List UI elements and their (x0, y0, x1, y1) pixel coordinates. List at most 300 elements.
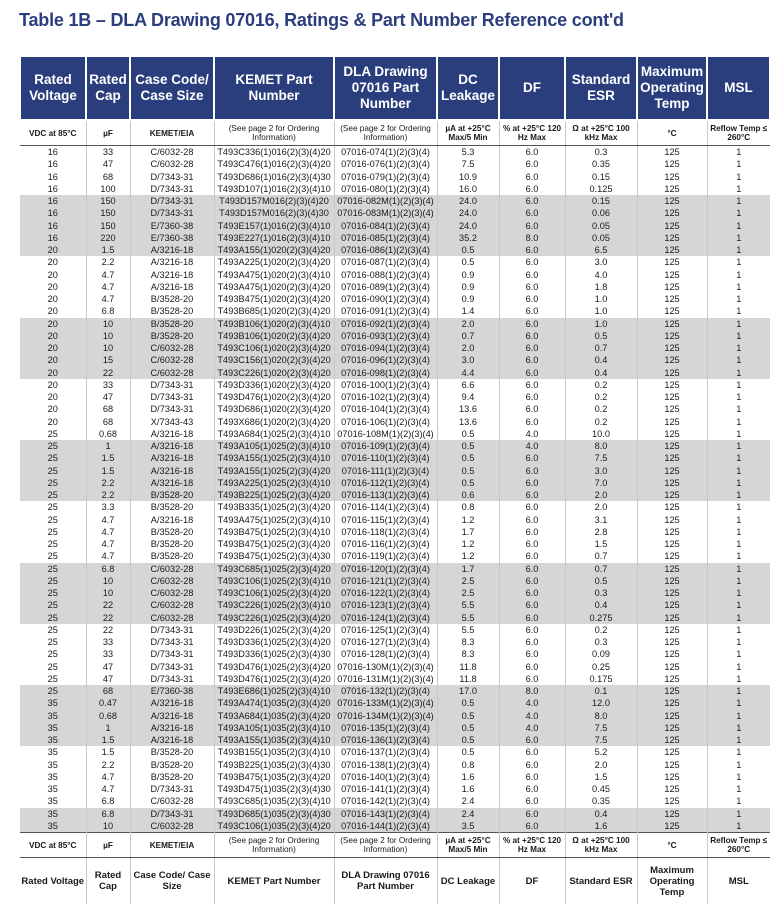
table-cell: D/7343-31 (130, 183, 214, 195)
table-cell: T493D336(1)025(2)(3)(4)20 (214, 636, 334, 648)
table-cell: 3.0 (437, 354, 499, 366)
table-cell: 1 (707, 330, 770, 342)
table-cell: 125 (637, 207, 707, 219)
table-cell: 5.5 (437, 624, 499, 636)
table-cell: 16 (47, 171, 58, 182)
table-cell: 6.8 (86, 563, 130, 575)
table-cell: 33 (86, 379, 130, 391)
table-cell: D/7343-31 (130, 636, 214, 648)
table-cell: 1.5 (86, 244, 130, 256)
table-cell: 35 (20, 697, 86, 709)
table-cell: 24.0 (437, 195, 499, 207)
table-cell: 33 (86, 636, 130, 648)
table-cell: T493D226(1)025(2)(3)(4)20 (214, 624, 334, 636)
table-row (20, 514, 770, 526)
table-cell: 0.5 (565, 330, 637, 342)
table-row (20, 563, 770, 575)
table-cell: 07016-114(1)(2)(3)(4) (334, 501, 437, 513)
table-cell: A/3216-18 (130, 734, 214, 746)
table-cell: T493C156(1)020(2)(3)(4)20 (214, 354, 334, 366)
table-cell: T493A684(1)035(2)(3)(4)20 (214, 710, 334, 722)
table-cell: 125 (637, 403, 707, 415)
table-cell: D/7343-31 (130, 648, 214, 660)
table-cell: 1 (707, 318, 770, 330)
table-cell: 1 (86, 722, 130, 734)
unit-cell: VDC at 85°C (20, 833, 86, 858)
table-cell: 0.68 (86, 710, 130, 722)
table-cell: A/3216-18 (130, 710, 214, 722)
table-cell: 25 (20, 477, 86, 489)
table-cell: T493E686(1)025(2)(3)(4)10 (214, 685, 334, 697)
table-cell: 24.0 (437, 207, 499, 219)
table-row (20, 685, 770, 697)
table-cell: T493X686(1)020(2)(3)(4)20 (214, 416, 334, 428)
table-cell: 07016-119(1)(2)(3)(4) (334, 550, 437, 562)
table-cell: 1.5 (86, 734, 130, 746)
table-cell: 10.9 (437, 171, 499, 183)
table-row (20, 477, 770, 489)
table-cell: 125 (637, 281, 707, 293)
table-cell: 1 (707, 428, 770, 440)
table-cell: T493C106(1)025(2)(3)(4)10 (214, 575, 334, 587)
table-cell: 125 (637, 771, 707, 783)
table-cell: 2.2 (86, 256, 130, 268)
table-cell: 07016-123(1)(2)(3)(4) (334, 599, 437, 611)
table-cell: 25 (47, 539, 58, 550)
table-cell: 125 (637, 195, 707, 207)
table-cell: 6.0 (499, 771, 565, 783)
table-cell: 35 (20, 710, 86, 722)
table-cell: 6.0 (499, 379, 565, 391)
unit-cell: °C (637, 833, 707, 858)
table-cell: 07016-143(1)(2)(3)(4) (334, 808, 437, 820)
table-cell: 125 (637, 489, 707, 501)
table-cell: 6.0 (499, 158, 565, 170)
table-cell: 125 (637, 697, 707, 709)
table-cell: T493A225(1)025(2)(3)(4)10 (214, 477, 334, 489)
table-cell: 125 (637, 636, 707, 648)
table-cell: 0.4 (565, 808, 637, 820)
table-cell: 125 (637, 269, 707, 281)
unit-cell: % at +25°C 120 Hz Max (499, 120, 565, 146)
table-cell: 1.0 (565, 318, 637, 330)
units-row (20, 120, 770, 146)
table-cell: 07016-118(1)(2)(3)(4) (334, 526, 437, 538)
table-cell: 68 (86, 403, 130, 415)
table-cell: 47 (86, 158, 130, 170)
table-cell: 1 (707, 477, 770, 489)
table-cell: 6.0 (499, 256, 565, 268)
table-cell: T493A225(1)020(2)(3)(4)20 (214, 256, 334, 268)
table-cell: 47 (86, 661, 130, 673)
table-cell: A/3216-18 (130, 697, 214, 709)
table-cell: 22 (86, 612, 130, 624)
table-cell: C/6032-28 (130, 563, 214, 575)
table-cell: 125 (637, 146, 707, 159)
footer-header-cell: DF (499, 858, 565, 905)
table-cell: 125 (637, 305, 707, 317)
table-cell: 6.8 (86, 795, 130, 807)
table-row (20, 820, 770, 833)
table-cell: 25 (47, 661, 58, 672)
table-cell: T493C106(1)035(2)(3)(4)20 (214, 820, 334, 833)
table-cell: 125 (637, 722, 707, 734)
table-cell: 4.0 (499, 440, 565, 452)
table-cell: 0.2 (565, 379, 637, 391)
header-cell: MSL (707, 56, 770, 120)
table-row (20, 746, 770, 758)
table-cell: 7.5 (437, 158, 499, 170)
table-cell: 07016-112(1)(2)(3)(4) (334, 477, 437, 489)
table-cell: 1.5 (86, 452, 130, 464)
table-cell: 1 (707, 465, 770, 477)
table-cell: T493B225(1)025(2)(3)(4)20 (214, 489, 334, 501)
table-cell: 10 (86, 820, 130, 833)
table-cell: 07016-134M(1)(2)(3)(4) (334, 710, 437, 722)
table-cell: 1 (707, 624, 770, 636)
table-row (20, 808, 770, 820)
table-cell: T493C685(1)025(2)(3)(4)20 (214, 563, 334, 575)
table-cell: 6.0 (499, 599, 565, 611)
unit-cell: KEMET/EIA (130, 833, 214, 858)
table-cell: T493B475(1)035(2)(3)(4)20 (214, 771, 334, 783)
table-cell: 1 (707, 697, 770, 709)
table-cell: 4.0 (499, 710, 565, 722)
table-cell: 6.0 (499, 465, 565, 477)
table-cell: 1.2 (437, 514, 499, 526)
table-cell: 0.9 (437, 269, 499, 281)
table-cell: 1 (707, 526, 770, 538)
header-cell: DLA Drawing 07016 Part Number (334, 56, 437, 120)
table-cell: 2.0 (565, 501, 637, 513)
table-cell: 1 (707, 575, 770, 587)
table-cell: 125 (637, 612, 707, 624)
table-cell: C/6032-28 (130, 575, 214, 587)
table-cell: 125 (637, 465, 707, 477)
table-cell: T493C336(1)016(2)(3)(4)20 (214, 146, 334, 159)
table-cell: 20 (20, 367, 86, 379)
table-cell: 07016-125(1)(2)(3)(4) (334, 624, 437, 636)
table-row (20, 795, 770, 807)
table-cell: 6.0 (499, 391, 565, 403)
table-cell: C/6032-28 (130, 146, 214, 159)
table-cell: 20 (20, 330, 86, 342)
table-cell: 6.0 (499, 305, 565, 317)
table-row (20, 379, 770, 391)
table-cell: 6.0 (499, 746, 565, 758)
table-cell: 0.1 (565, 685, 637, 697)
table-cell: 07016-128(1)(2)(3)(4) (334, 648, 437, 660)
table-cell: T493A475(1)025(2)(3)(4)10 (214, 514, 334, 526)
table-row (20, 244, 770, 256)
table-cell: 0.3 (565, 636, 637, 648)
table-cell: 6.0 (499, 195, 565, 207)
table-cell: 07016-130M(1)(2)(3)(4) (334, 661, 437, 673)
table-cell: D/7343-31 (130, 673, 214, 685)
table-cell: 8.3 (437, 648, 499, 660)
table-cell: T493B475(1)025(2)(3)(4)30 (214, 550, 334, 562)
table-cell: B/3528-20 (130, 771, 214, 783)
table-cell: T493A155(1)025(2)(3)(4)10 (214, 452, 334, 464)
table-cell: 0.2 (565, 416, 637, 428)
table-cell: 3.3 (86, 501, 130, 513)
table-cell: 0.5 (565, 575, 637, 587)
footer-header-row (20, 858, 770, 905)
table-cell: T493B106(1)020(2)(3)(4)20 (214, 330, 334, 342)
table-cell: T493D686(1)016(2)(3)(4)30 (214, 171, 334, 183)
table-cell: 150 (86, 207, 130, 219)
table-cell: 6.0 (499, 452, 565, 464)
table-cell: T493C106(1)020(2)(3)(4)20 (214, 342, 334, 354)
table-cell: 1 (707, 734, 770, 746)
table-cell: 10 (86, 342, 130, 354)
table-cell: 6.6 (437, 379, 499, 391)
table-cell: 16 (47, 159, 58, 170)
table-cell: 1 (707, 220, 770, 232)
table-cell: 0.4 (565, 599, 637, 611)
table-cell: C/6032-28 (130, 367, 214, 379)
table-cell: 0.68 (86, 428, 130, 440)
table-cell: 07016-120(1)(2)(3)(4) (334, 563, 437, 575)
table-cell: 2.4 (437, 808, 499, 820)
table-cell: 1 (707, 183, 770, 195)
table-cell: 125 (637, 783, 707, 795)
table-cell: 1 (707, 673, 770, 685)
table-cell: D/7343-31 (130, 624, 214, 636)
table-cell: 8.0 (565, 710, 637, 722)
table-cell: 6.0 (499, 820, 565, 833)
table-row (20, 220, 770, 232)
table-cell: 150 (86, 220, 130, 232)
table-cell: 07016-106(1)(2)(3)(4) (334, 416, 437, 428)
table-cell: A/3216-18 (130, 256, 214, 268)
table-body (20, 146, 770, 833)
footer-header-cell: Maximum Operating Temp (637, 858, 707, 905)
table-cell: 1.0 (565, 305, 637, 317)
table-cell: T493C476(1)016(2)(3)(4)20 (214, 158, 334, 170)
table-cell: A/3216-18 (130, 281, 214, 293)
table-row (20, 734, 770, 746)
table-cell: A/3216-18 (130, 514, 214, 526)
table-cell: 25 (47, 673, 58, 684)
table-cell: 22 (86, 599, 130, 611)
table-cell: 125 (637, 599, 707, 611)
footer-units-row (20, 833, 770, 858)
header-cell: Case Code/ Case Size (130, 56, 214, 120)
ratings-table (19, 55, 771, 904)
table-cell: C/6032-28 (130, 795, 214, 807)
table-cell: 6.0 (499, 318, 565, 330)
table-cell: T493B475(1)025(2)(3)(4)10 (214, 526, 334, 538)
table-cell: 125 (637, 354, 707, 366)
table-cell: 125 (637, 587, 707, 599)
table-cell: 07016-131M(1)(2)(3)(4) (334, 673, 437, 685)
table-cell: 10 (86, 587, 130, 599)
header-cell: DC Leakage (437, 56, 499, 120)
table-cell: 0.7 (565, 550, 637, 562)
table-row (20, 526, 770, 538)
table-cell: 07016-127(1)(2)(3)(4) (334, 636, 437, 648)
table-row (20, 293, 770, 305)
table-cell: T493C226(1)025(2)(3)(4)10 (214, 599, 334, 611)
table-cell: 0.45 (565, 783, 637, 795)
table-cell: 0.5 (437, 710, 499, 722)
table-cell: 1 (707, 612, 770, 624)
table-cell: 6.0 (499, 636, 565, 648)
table-cell: 07016-091(1)(2)(3)(4) (334, 305, 437, 317)
table-cell: 6.0 (499, 293, 565, 305)
table-cell: 6.0 (499, 220, 565, 232)
table-cell: 0.09 (565, 648, 637, 660)
table-cell: C/6032-28 (130, 820, 214, 833)
table-cell: 1.5 (86, 465, 130, 477)
table-cell: 4.7 (86, 293, 130, 305)
table-cell: 1.6 (437, 771, 499, 783)
table-cell: D/7343-31 (130, 661, 214, 673)
footer-header-cell: Rated Voltage (21, 875, 85, 887)
table-cell: 2.0 (437, 318, 499, 330)
table-cell: 2.8 (565, 526, 637, 538)
table-cell: T493D475(1)035(2)(3)(4)30 (214, 783, 334, 795)
table-cell: T493A155(1)020(2)(3)(4)20 (214, 244, 334, 256)
table-cell: B/3528-20 (130, 318, 214, 330)
table-cell: 0.9 (437, 293, 499, 305)
table-cell: 20 (47, 257, 58, 268)
table-cell: 125 (637, 514, 707, 526)
table-cell: 35 (47, 796, 58, 807)
table-cell: 6.0 (499, 514, 565, 526)
table-cell: 1.6 (437, 783, 499, 795)
table-cell: T493D476(1)025(2)(3)(4)20 (214, 673, 334, 685)
table-row (20, 465, 770, 477)
table-cell: 1 (707, 783, 770, 795)
table-cell: 125 (637, 746, 707, 758)
table-cell: 6.0 (499, 171, 565, 183)
table-row (20, 391, 770, 403)
table-cell: 07016-124(1)(2)(3)(4) (334, 612, 437, 624)
table-cell: 1 (707, 746, 770, 758)
table-cell: 33 (86, 146, 130, 159)
table-cell: 1 (707, 722, 770, 734)
table-cell: 0.2 (565, 391, 637, 403)
table-cell: 100 (86, 183, 130, 195)
header-cell: Maximum Operating Temp (637, 56, 707, 120)
table-row (20, 599, 770, 611)
table-cell: 125 (637, 575, 707, 587)
table-row (20, 158, 770, 170)
table-cell: 8.3 (437, 636, 499, 648)
table-cell: 35 (20, 734, 86, 746)
table-cell: T493A475(1)020(2)(3)(4)10 (214, 269, 334, 281)
table-cell: 1 (707, 550, 770, 562)
table-cell: 68 (86, 416, 130, 428)
table-cell: 1.5 (86, 746, 130, 758)
table-cell: 1 (707, 244, 770, 256)
table-cell: 0.05 (565, 232, 637, 244)
table-cell: 25 (47, 624, 58, 635)
table-cell: C/6032-28 (130, 158, 214, 170)
table-cell: 1 (707, 440, 770, 452)
table-cell: 1 (707, 563, 770, 575)
table-cell: 07016-092(1)(2)(3)(4) (334, 318, 437, 330)
table-cell: A/3216-18 (130, 440, 214, 452)
table-cell: 25 (20, 612, 86, 624)
header-cell: DF (499, 56, 565, 120)
footer-header-cell: MSL (707, 858, 770, 905)
table-cell: 07016-076(1)(2)(3)(4) (334, 158, 437, 170)
table-row (20, 171, 770, 183)
table-cell: 8.0 (499, 685, 565, 697)
table-cell: D/7343-31 (130, 379, 214, 391)
table-cell: T493D157M016(2)(3)(4)30 (214, 207, 334, 219)
table-row (20, 269, 770, 281)
table-cell: T493D685(1)035(2)(3)(4)30 (214, 808, 334, 820)
table-cell: T493C685(1)035(2)(3)(4)10 (214, 795, 334, 807)
table-cell: 6.0 (499, 183, 565, 195)
table-row (20, 183, 770, 195)
table-cell: 20 (47, 379, 58, 390)
table-cell: 125 (637, 342, 707, 354)
table-cell: 125 (637, 477, 707, 489)
table-cell: 10 (86, 318, 130, 330)
table-cell: 16 (47, 183, 58, 194)
table-row (20, 367, 770, 379)
table-cell: 4.7 (86, 550, 130, 562)
table-cell: 1 (707, 354, 770, 366)
table-cell: 07016-089(1)(2)(3)(4) (334, 281, 437, 293)
table-cell: E/7360-38 (130, 220, 214, 232)
table-cell: 3.0 (565, 465, 637, 477)
table-row (20, 550, 770, 562)
table-row (20, 195, 770, 207)
table-cell: 6.0 (499, 354, 565, 366)
table-cell: B/3528-20 (130, 293, 214, 305)
table-cell: T493B685(1)020(2)(3)(4)20 (214, 305, 334, 317)
table-cell: T493E227(1)016(2)(3)(4)10 (214, 232, 334, 244)
table-cell: 16 (20, 207, 86, 219)
table-cell: 1 (707, 207, 770, 219)
table-cell: 2.0 (565, 759, 637, 771)
table-cell: 35 (47, 747, 58, 758)
table-cell: 47 (86, 391, 130, 403)
table-cell: 1 (707, 648, 770, 660)
table-cell: 1.5 (565, 771, 637, 783)
table-cell: 6.0 (499, 416, 565, 428)
table-cell: 07016-109(1)(2)(3)(4) (334, 440, 437, 452)
table-cell: 1 (707, 146, 770, 159)
table-cell: 4.4 (437, 367, 499, 379)
table-cell: 3.0 (565, 256, 637, 268)
table-cell: 0.47 (86, 697, 130, 709)
table-cell: 1 (707, 808, 770, 820)
table-cell: 125 (637, 183, 707, 195)
table-row (20, 256, 770, 268)
table-cell: 25 (47, 526, 58, 537)
table-cell: 125 (637, 759, 707, 771)
table-cell: E/7360-38 (130, 685, 214, 697)
table-cell: 125 (637, 452, 707, 464)
table-cell: 125 (637, 538, 707, 550)
table-cell: 1.0 (565, 293, 637, 305)
table-cell: D/7343-31 (130, 783, 214, 795)
table-cell: 0.5 (437, 428, 499, 440)
table-cell: A/3216-18 (130, 722, 214, 734)
table-cell: 07016-138(1)(2)(3)(4) (334, 759, 437, 771)
table-cell: C/6032-28 (130, 599, 214, 611)
table-cell: 20 (47, 269, 58, 280)
table-cell: 2.5 (437, 575, 499, 587)
table-cell: 6.0 (499, 783, 565, 795)
